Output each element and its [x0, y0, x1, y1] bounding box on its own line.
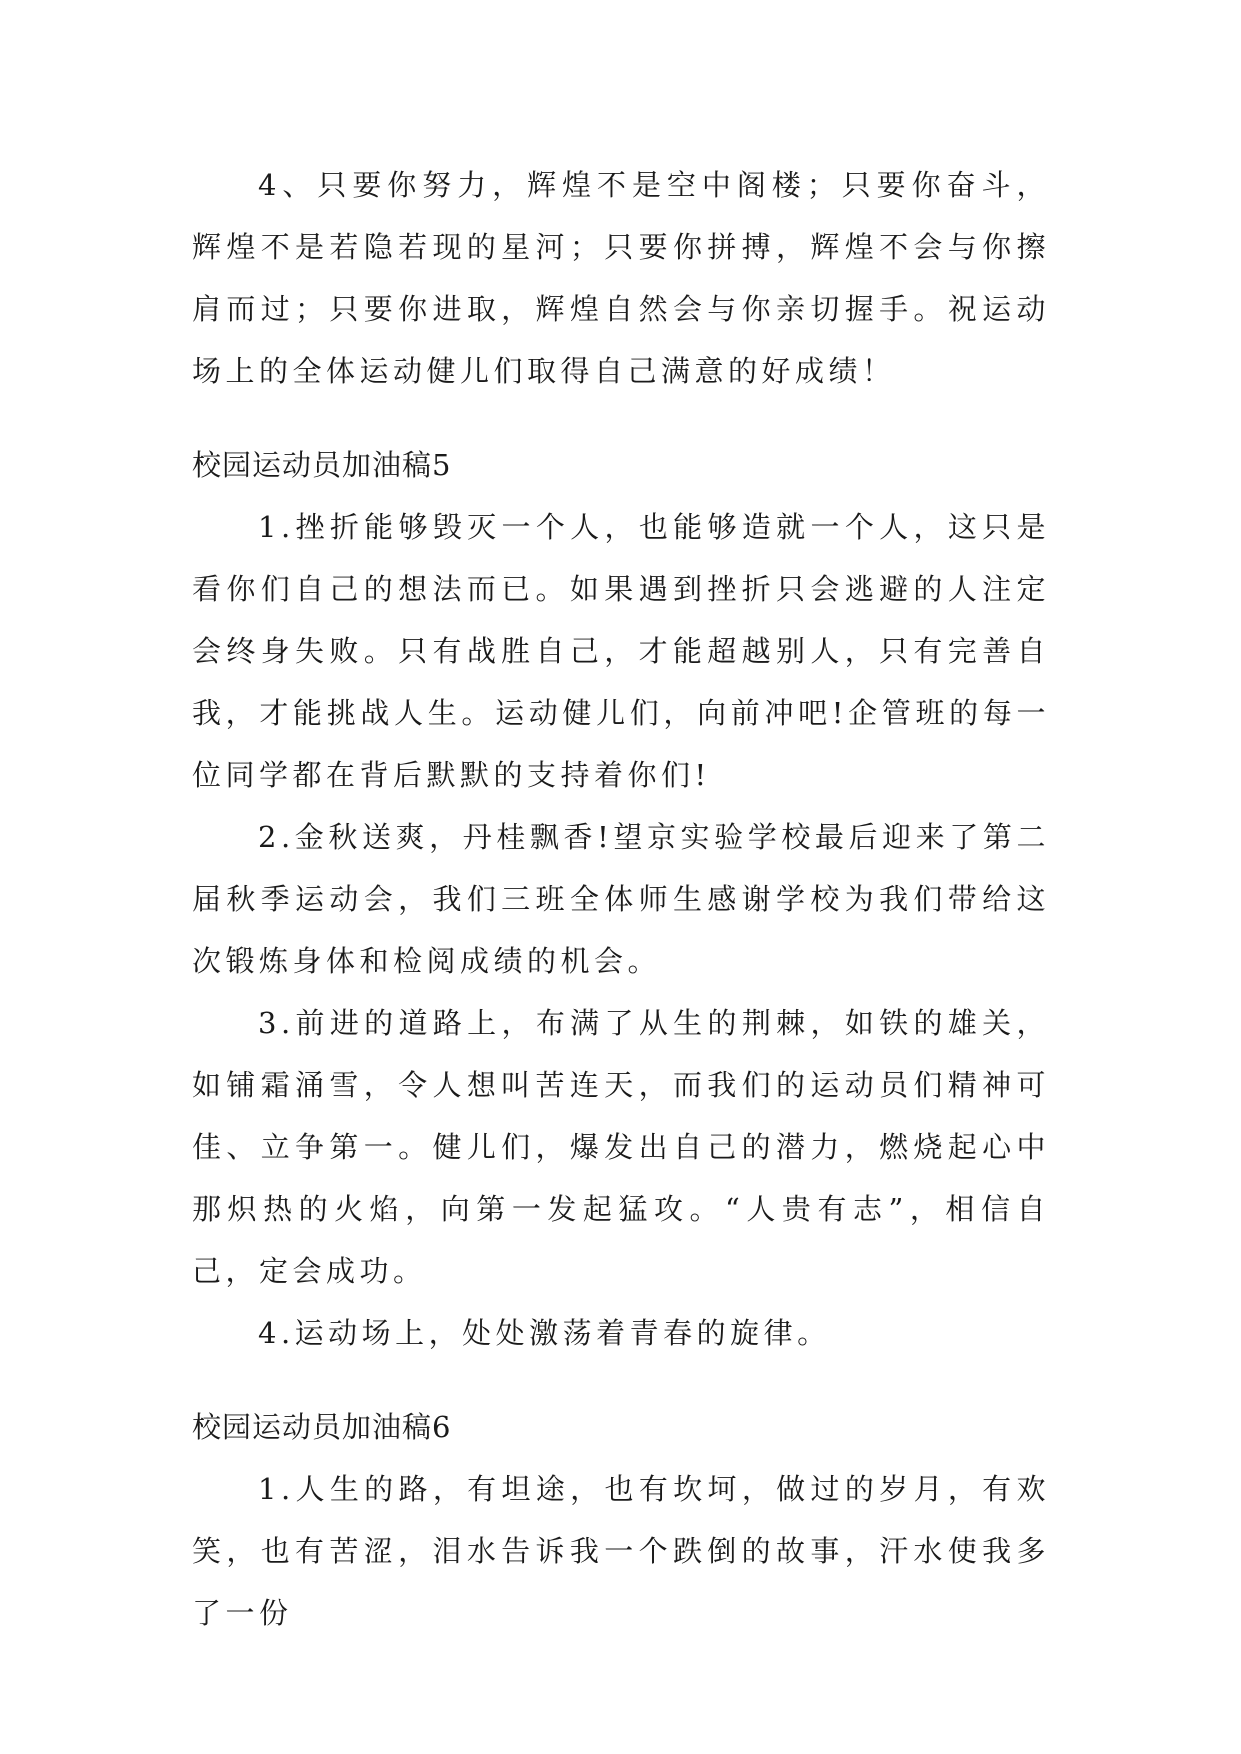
paragraph-2-section5: 2.金秋送爽，丹桂飘香!望京实验学校最后迎来了第二届秋季运动会，我们三班全体师生感谢学校为我们带给这次锻炼身体和检阅成绩的机会。: [192, 820, 1050, 978]
section-heading-6: 校园运动员加油稿6: [192, 1410, 452, 1444]
document-body: [192, 154, 1050, 1644]
paragraph-3-section5: 3.前进的道路上，布满了从生的荆棘，如铁的雄关，如铺霜涌雪，令人想叫苦连天，而我们的运动员们精神可佳、立争第一。健儿们，爆发出自己的潜力，燃烧起心中那炽热的火焰，向第一发起猛攻。“人贵有志”，相信自己，定会成功。: [192, 1006, 1050, 1288]
paragraph-4-section5: 4.运动场上，处处激荡着青春的旋律。: [258, 1316, 831, 1350]
paragraph-1-section6: 1.人生的路，有坦途，也有坎坷，做过的岁月，有欢笑，也有苦涩，泪水告诉我一个跌倒的故事，汗水使我多了一份: [192, 1472, 1050, 1630]
section-6: [192, 1396, 1050, 1644]
section-heading-5: 校园运动员加油稿5: [192, 448, 452, 482]
paragraph-1-section5: 1.挫折能够毁灭一个人，也能够造就一个人，这只是看你们自己的想法而已。如果遇到挫折只会逃避的人注定会终身失败。只有战胜自己，才能超越别人，只有完善自我，才能挑战人生。运动健儿们，向前冲吧!企管班的每一位同学都在背后默默的支持着你们!: [192, 510, 1050, 792]
paragraph-4-section4: 4、只要你努力，辉煌不是空中阁楼；只要你奋斗，辉煌不是若隐若现的星河；只要你拼搏，辉煌不会与你擦肩而过；只要你进取，辉煌自然会与你亲切握手。祝运动场上的全体运动健儿们取得自己满意的好成绩！: [192, 168, 1050, 388]
section-5: [192, 434, 1050, 1364]
